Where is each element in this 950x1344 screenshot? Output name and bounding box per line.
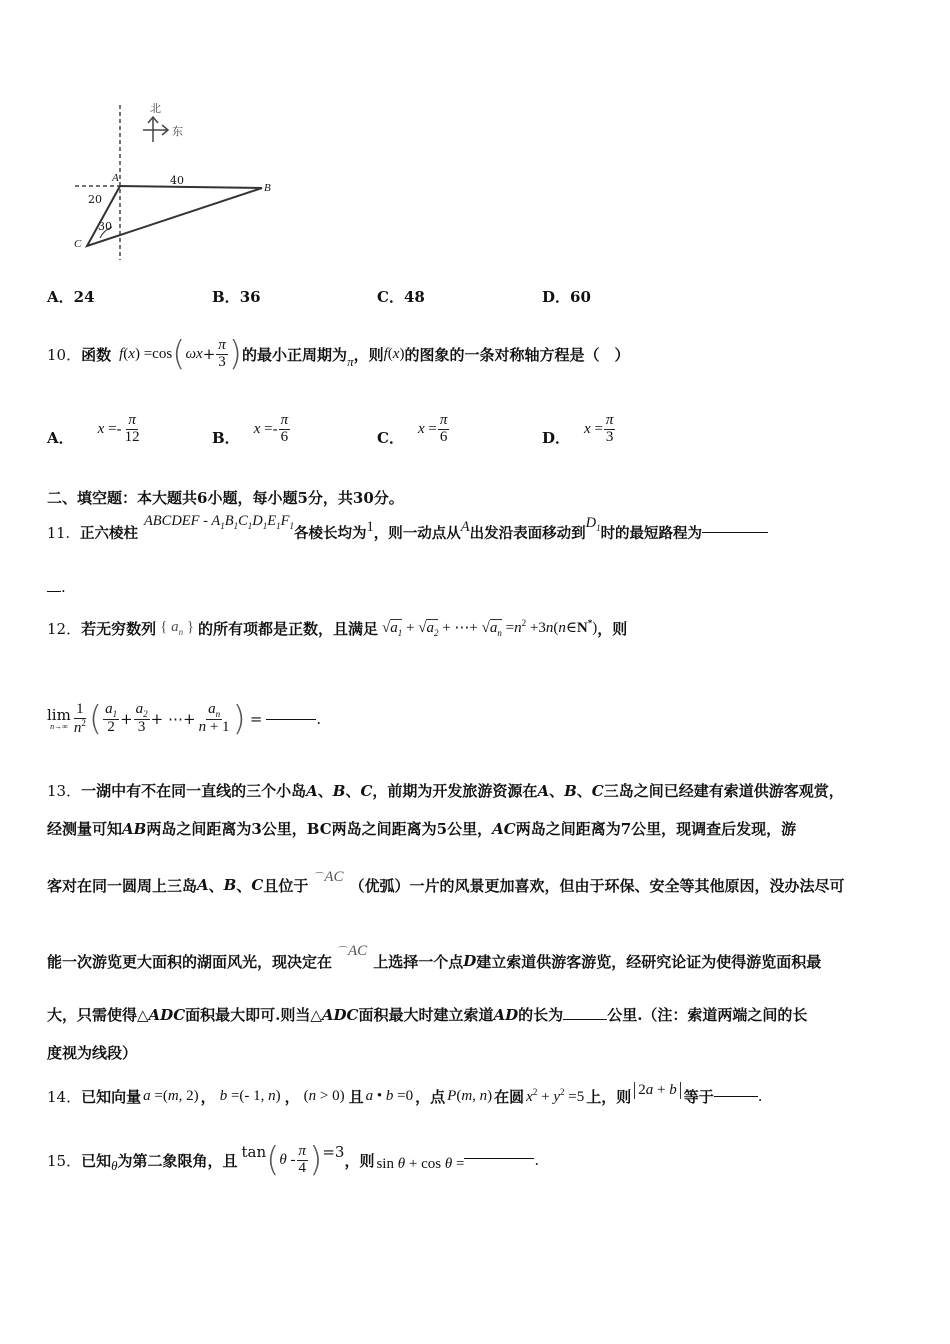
point-b-label: B bbox=[264, 182, 271, 194]
q9-option-a[interactable]: A．24 bbox=[47, 288, 95, 306]
question-12: 12． 若无穷数列 { $a_n$ } 的所有项都是正数，且满足 $√a_1 + √a_2$ + ⋯+ $√a_n =n^2$ +3n(n∈N*) ，则 bbox=[47, 618, 628, 638]
question-10: 10． 函数 f(x) =cos ( ωx + $\frac{\pi}{3}$ ) 的最小正周期为 π ，则 f(x) 的图象的一条对称轴方程是（ ） bbox=[47, 334, 630, 374]
question-11: 11． 正六棱柱 ABCDEF - $A_1B_1C_1D_1E_1F_1$ 各棱长均为 1 ，则一动点从 A 出发沿表面移动到 $D_1$ 时的最短路程为 bbox=[47, 512, 768, 552]
question-13-line-2: 经测量可知AB两岛之间距离为3公里，BC两岛之间距离为5公里，AC两岛之间距离为7公里，现调查后发现，游 bbox=[47, 820, 797, 838]
section-heading: 二、填空题：本大题共6小题，每小题5分，共30分。 bbox=[47, 489, 404, 507]
q9-option-c[interactable]: C．48 bbox=[377, 288, 425, 306]
q10-option-c[interactable]: C． x = $\frac{\pi}{6}$ bbox=[377, 411, 448, 447]
point-a-label: A bbox=[112, 172, 119, 184]
q10-option-b[interactable]: B． x = - $\frac{\pi}{6}$ bbox=[212, 411, 289, 447]
q11-answer-tail[interactable]: . bbox=[47, 578, 66, 596]
question-13-line-5: 大，只需使得△ADC面积最大即可.则当△ADC面积最大时建立索道AD的长为 公里.（注：索道两端之间的长 bbox=[47, 1006, 808, 1024]
q12-limit-expression: lim n→∞ $\frac{1}{n^2}$ ( $\frac{a_1}{2}$ + $\frac{a_2}{3}$ + ⋯+ $\frac{a_n}{n + 1}$ ) = . bbox=[47, 699, 322, 739]
north-label: 北 bbox=[150, 102, 161, 115]
question-14: 14． 已知向量 a =(m, 2) ， b =(- 1, n) ， (n > 0) 且 a • b =0 ，点 P(m, n) 在圆 $x^2 + y^2 =5$ 上，则 2a + b 等于 . bbox=[47, 1081, 763, 1106]
point-c-label: C bbox=[74, 238, 82, 250]
question-13-line-6: 度视为线段） bbox=[47, 1044, 138, 1062]
question-number: 10． bbox=[47, 345, 82, 364]
question-13-line-4: 能一次游览更大面积的湖面风光，现决定在 ⌒AC 上选择一个点 D 建立索道供游客游览，经研究论证为使得游览面积最 bbox=[47, 942, 822, 971]
question-13-line-1: 13．一湖中有不在同一直线的三个小岛A、B、C，前期为开发旅游资源在A、B、C三岛之间已经建有索道供游客观赏， bbox=[47, 782, 844, 800]
length-ac-label: 20 bbox=[88, 193, 102, 206]
question-13-line-3: 客对在同一圆周上三岛 A 、 B 、 C 且位于 ⌒AC （优弧）一片的风景更加喜欢，但由于环保、安全等其他原因，没办法尽可 bbox=[47, 868, 845, 895]
length-ab-label: 40 bbox=[170, 174, 184, 187]
q10-option-a[interactable]: A． x = - $\frac{\pi}{12}$ bbox=[47, 411, 140, 447]
q10-option-d[interactable]: D． x = $\frac{\pi}{3}$ bbox=[542, 411, 614, 447]
east-label: 东 bbox=[172, 125, 183, 138]
q9-option-d[interactable]: D．60 bbox=[542, 288, 591, 306]
q9-option-b[interactable]: B．36 bbox=[212, 288, 261, 306]
question-15: 15． 已知 θ 为第二象限角，且 tan ( θ - $\frac{\pi}{4}$ ) =3 ，则 sin θ + cos θ = . bbox=[47, 1140, 540, 1180]
angle-c-label: 30 bbox=[98, 220, 112, 233]
